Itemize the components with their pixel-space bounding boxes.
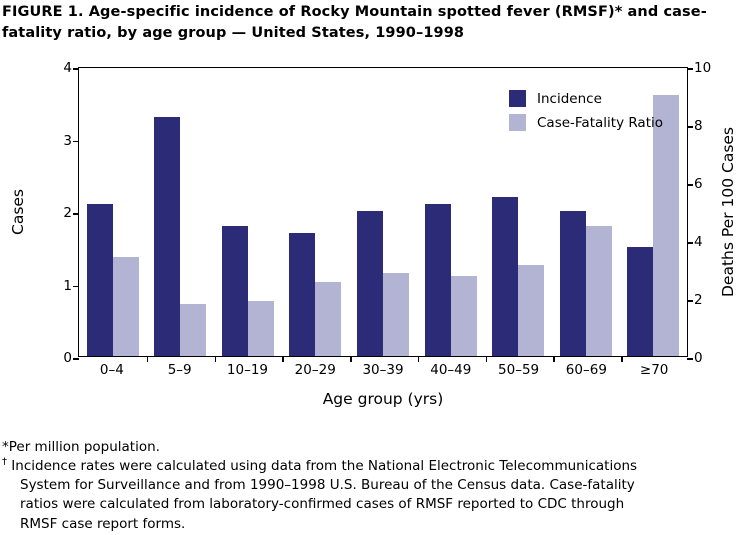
bar-incidence-20-29 xyxy=(289,233,315,356)
bar-group-10-19 xyxy=(214,68,282,356)
x-label-0-4: 0–4 xyxy=(99,362,124,378)
bar-incidence-0-4 xyxy=(87,204,113,356)
bar-incidence-40-49 xyxy=(425,204,451,356)
footnote-5: RMSF case report forms. xyxy=(20,515,186,532)
y-tick-right-2: 2 xyxy=(694,292,703,308)
bar-cfr-5-9 xyxy=(180,304,206,356)
y-axis-left-title: Cases xyxy=(9,188,27,236)
plot-frame xyxy=(63,60,712,366)
footnote-3: System for Surveillance and from 1990–1998 U.S. Bureau of the Census data. Case-fatality xyxy=(20,477,635,494)
bar-group-30-39 xyxy=(349,68,417,356)
y-axis-right-title: Deaths Per 100 Cases xyxy=(719,126,737,298)
bar-cfr-20-29 xyxy=(315,282,341,356)
x-label-40-49: 40–49 xyxy=(430,362,472,378)
y-tick-left-0: 0 xyxy=(63,350,72,366)
footnote-dagger-marker: † xyxy=(2,456,7,468)
bar-incidence-50-59 xyxy=(492,197,518,357)
footnotes xyxy=(2,438,746,534)
bar-group-5-9 xyxy=(147,68,215,356)
legend-label-incidence: Incidence xyxy=(537,90,602,107)
x-axis-labels xyxy=(78,362,688,378)
bar-cfr-10-19 xyxy=(248,301,274,356)
bar-cfr-50-59 xyxy=(518,265,544,356)
legend-item-incidence xyxy=(509,90,663,107)
y-tick-right-10: 10 xyxy=(694,60,712,76)
y-tick-right-4: 4 xyxy=(694,234,703,250)
footnote-4: ratios were calculated from laboratory-confirmed cases of RMSF reported to CDC through xyxy=(20,496,625,513)
y-tick-left-1: 1 xyxy=(63,277,72,294)
figure-title-line2: fatality ratio, by age group — United States, 1990–1998 xyxy=(2,25,465,42)
x-axis-title: Age group (yrs) xyxy=(322,390,444,408)
bar-group-40-49 xyxy=(417,68,485,356)
y-tick-right-0: 0 xyxy=(694,350,703,366)
figure-title-line1: FIGURE 1. Age-specific incidence of Rocky Mountain spotted fever (RMSF)* and case- xyxy=(2,4,707,20)
bar-cfr-40-49 xyxy=(451,276,477,356)
y-tick-left-2: 2 xyxy=(63,205,72,221)
bar-incidence-10-19 xyxy=(222,226,248,357)
chart xyxy=(0,55,748,415)
x-label-30-39: 30–39 xyxy=(362,362,404,378)
footnote-2-text: Incidence rates were calculated using data from the National Electronic Telecommunications xyxy=(7,458,638,475)
y-tick-right-8: 8 xyxy=(694,118,703,134)
legend-swatch-incidence xyxy=(509,90,526,107)
y-tick-left-4: 4 xyxy=(63,60,72,76)
legend-item-cfr xyxy=(509,114,663,131)
legend xyxy=(509,90,663,138)
bar-incidence-70-plus xyxy=(627,247,653,356)
bar-incidence-30-39 xyxy=(357,211,383,356)
x-label-50-59: 50–59 xyxy=(498,362,540,378)
figure-title xyxy=(2,2,746,44)
x-label-5-9: 5–9 xyxy=(167,362,192,378)
legend-label-cfr: Case-Fatality Ratio xyxy=(537,114,664,131)
bar-cfr-0-4 xyxy=(113,257,139,356)
bar-cfr-60-69 xyxy=(586,226,612,357)
bar-cfr-30-39 xyxy=(383,273,409,356)
y-tick-right-6: 6 xyxy=(694,176,703,192)
x-label-70-plus: ≥70 xyxy=(639,362,669,378)
y-tick-left-3: 3 xyxy=(63,132,72,149)
bar-group-0-4 xyxy=(79,68,147,356)
x-label-10-19: 10–19 xyxy=(226,362,268,378)
bar-incidence-60-69 xyxy=(560,211,586,356)
x-label-60-69: 60–69 xyxy=(565,362,607,378)
bar-group-20-29 xyxy=(282,68,350,356)
footnote-2 xyxy=(2,457,746,476)
bar-incidence-5-9 xyxy=(154,117,180,356)
x-label-20-29: 20–29 xyxy=(294,362,336,378)
legend-swatch-cfr xyxy=(509,114,526,131)
footnote-1: *Per million population. xyxy=(2,439,160,455)
